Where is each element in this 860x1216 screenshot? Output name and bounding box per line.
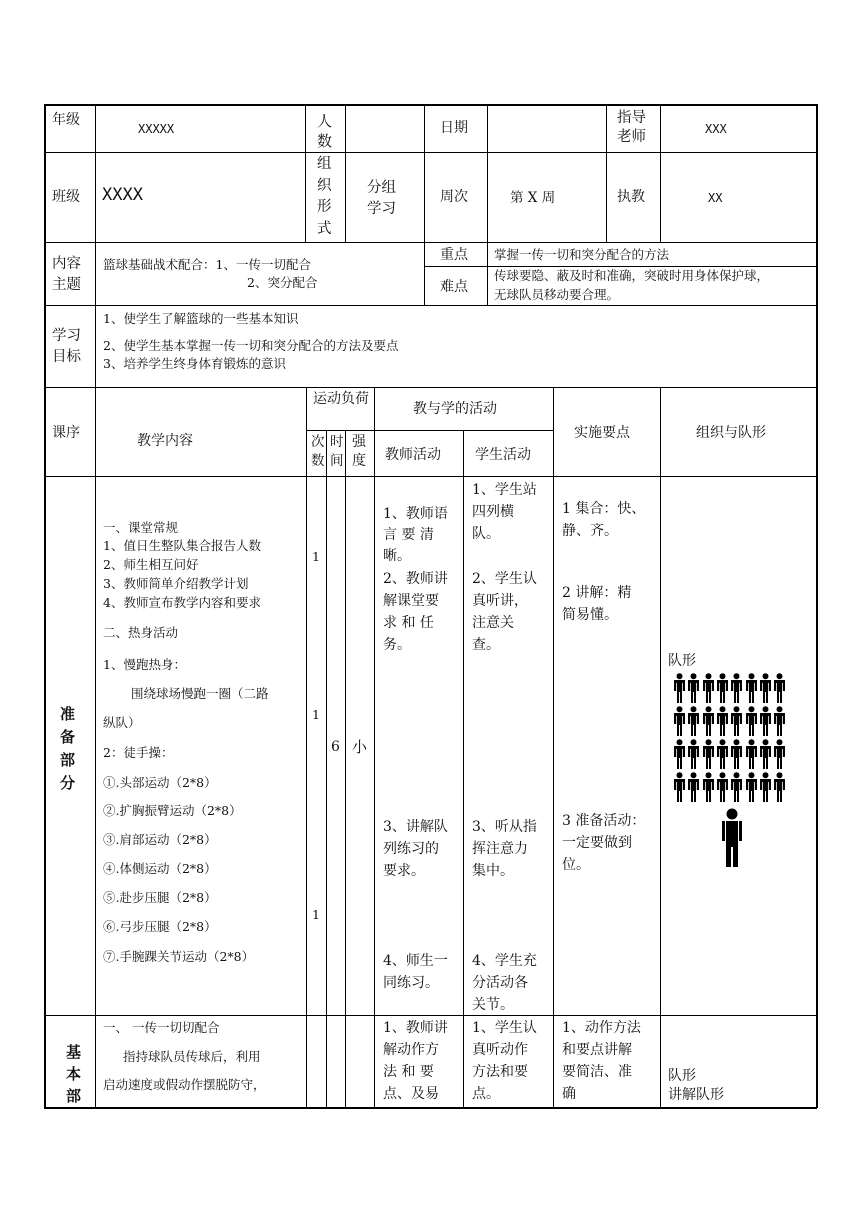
student-figure-icon — [687, 706, 700, 736]
prep-count-1: 1 — [312, 549, 320, 564]
student-figure-icon — [673, 772, 686, 802]
teacher-figure-icon — [721, 808, 743, 872]
week-value: 第 X 周 — [510, 190, 556, 206]
student-figure-icon — [673, 706, 686, 736]
prep-count-3: 1 — [312, 907, 320, 922]
student-figure-icon — [730, 706, 743, 736]
student-figure-icon — [773, 772, 786, 802]
advisor-value: XXX — [705, 122, 727, 136]
student-figure-icon — [730, 772, 743, 802]
student-figure-icon — [702, 673, 715, 703]
key-value: 掌握一传一切和突分配合的方法 — [494, 247, 670, 262]
prep-intensity: 小 — [352, 738, 368, 756]
basic-section-label: 基本部 — [66, 1043, 82, 1105]
key-label: 重点 — [440, 247, 468, 263]
prep-line: ⑥.弓步压腿（2*8） — [103, 919, 217, 934]
formation-diagram — [673, 673, 788, 803]
basic-content-line: 指持球队员传球后，利用 — [123, 1049, 261, 1064]
student-figure-icon — [773, 673, 786, 703]
prep-line: 2：徒手操： — [103, 745, 174, 760]
prep-line: 1、慢跑热身： — [103, 657, 186, 672]
prep-line: 纵队） — [103, 715, 141, 730]
basic-content-line: 启动速度或假动作摆脱防守， — [103, 1077, 266, 1092]
week-label: 周次 — [440, 189, 468, 205]
student-figure-icon — [716, 739, 729, 769]
prep-line: 1、值日生整队集合报告人数 — [103, 538, 261, 553]
student-figure-icon — [716, 772, 729, 802]
difficulty-line2: 无球队员移动要合理。 — [494, 287, 620, 302]
prep-line: ⑦.手腕踝关节运动（2*8） — [103, 949, 255, 964]
col-content: 教学内容 — [137, 433, 193, 449]
student-figure-icon — [759, 739, 772, 769]
col-count: 次数 — [311, 434, 325, 469]
col-intensity: 强度 — [352, 434, 366, 469]
class-value: XXXX — [102, 185, 143, 205]
prep-line: 3、教师简单介绍教学计划 — [103, 576, 249, 591]
objectives-label: 学习目标 — [52, 328, 81, 365]
grade-label: 年级 — [52, 112, 80, 128]
prep-line: 围绕球场慢跑一圈（二路 — [131, 686, 269, 701]
teacher-label: 执教 — [617, 189, 645, 205]
content-line2: 2、突分配合 — [247, 275, 318, 290]
prep-section-label: 准备部分 — [60, 705, 76, 792]
student-figure-icon — [745, 706, 758, 736]
org-value: 分组学习 — [367, 180, 396, 217]
student-figure-icon — [745, 739, 758, 769]
objective-1: 1、使学生了解篮球的一些基本知识 — [103, 311, 299, 326]
student-figure-icon — [759, 706, 772, 736]
objective-3: 3、培养学生终身体育锻炼的意识 — [103, 356, 286, 371]
teacher-value: XX — [708, 191, 723, 205]
col-sequence: 课序 — [52, 425, 80, 441]
difficulty-label: 难点 — [440, 279, 468, 295]
student-figure-icon — [730, 739, 743, 769]
content-label: 内容主题 — [52, 256, 81, 293]
col-key-points: 实施要点 — [574, 425, 630, 441]
col-load: 运动负荷 — [313, 391, 369, 407]
grade-value: XXXXX — [138, 122, 175, 136]
basic-formation-label-2: 讲解队形 — [668, 1087, 724, 1103]
student-figure-icon — [773, 706, 786, 736]
student-figure-icon — [687, 739, 700, 769]
prep-line: ②.扩胸振臂运动（2*8） — [103, 803, 242, 818]
student-figure-icon — [687, 673, 700, 703]
prep-line: ④.体侧运动（2*8） — [103, 861, 217, 876]
people-label: 人数 — [317, 112, 333, 150]
student-figure-icon — [673, 739, 686, 769]
prep-line: ①.头部运动（2*8） — [103, 775, 217, 790]
prep-formation-label: 队形 — [668, 653, 696, 669]
student-figure-icon — [702, 739, 715, 769]
prep-line: 一、课堂常规 — [103, 520, 179, 535]
student-figure-icon — [745, 772, 758, 802]
student-figure-icon — [716, 706, 729, 736]
prep-line: ⑤.赴步压腿（2*8） — [103, 890, 217, 905]
student-figure-icon — [687, 772, 700, 802]
date-label: 日期 — [440, 120, 468, 136]
content-line1: 篮球基础战术配合：1、一传一切配合 — [103, 257, 311, 272]
col-teacher-activity: 教师活动 — [385, 447, 441, 463]
difficulty-line1: 传球要隐、蔽及时和准确，突破时用身体保护球， — [494, 268, 770, 283]
student-figure-icon — [759, 772, 772, 802]
prep-count-2: 1 — [312, 707, 320, 722]
student-figure-icon — [730, 673, 743, 703]
basic-formation-label: 队形 — [668, 1068, 696, 1084]
col-time: 时间 — [330, 434, 344, 469]
student-figure-icon — [745, 673, 758, 703]
prep-line: 二、热身活动 — [103, 625, 179, 640]
prep-line: 4、教师宣布教学内容和要求 — [103, 595, 261, 610]
prep-line: 2、师生相互问好 — [103, 557, 199, 572]
student-figure-icon — [702, 706, 715, 736]
col-student-activity: 学生活动 — [475, 447, 531, 463]
student-figure-icon — [773, 739, 786, 769]
col-organization: 组织与队形 — [696, 425, 766, 441]
student-figure-icon — [702, 772, 715, 802]
student-figure-icon — [673, 673, 686, 703]
basic-content-line: 一、 一传一切切配合 — [103, 1020, 220, 1035]
advisor-label: 指导老师 — [617, 110, 646, 145]
prep-line: ③.肩部运动（2*8） — [103, 832, 217, 847]
objective-2: 2、使学生基本掌握一传一切和突分配合的方法及要点 — [103, 338, 399, 353]
prep-time: 6 — [331, 739, 340, 755]
student-figure-icon — [759, 673, 772, 703]
col-activities: 教与学的活动 — [413, 401, 497, 417]
student-figure-icon — [716, 673, 729, 703]
org-label: 组织形式 — [317, 156, 332, 237]
class-label: 班级 — [52, 189, 80, 205]
